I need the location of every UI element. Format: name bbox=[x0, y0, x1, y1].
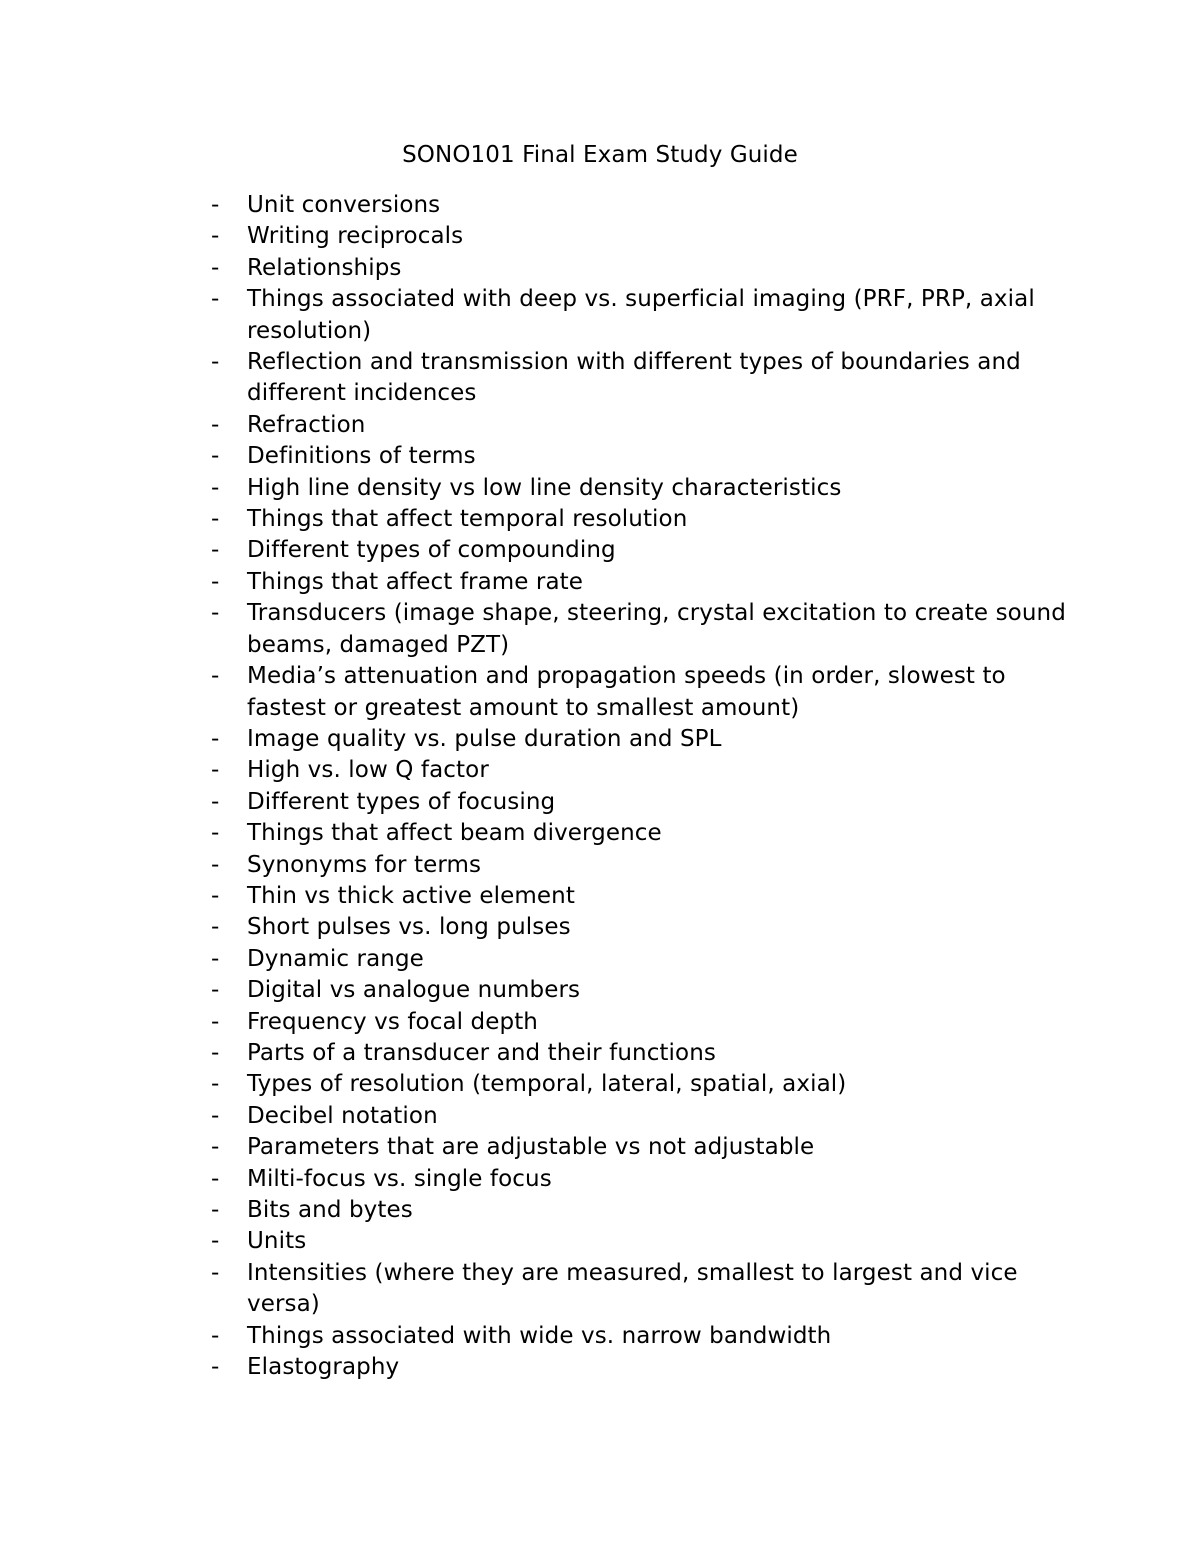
list-item-text: Types of resolution (temporal, lateral, spatial, axial) bbox=[247, 1071, 847, 1098]
bullet-dash: - bbox=[211, 506, 220, 533]
bullet-dash: - bbox=[211, 663, 220, 690]
list-item-text: Relationships bbox=[247, 254, 402, 281]
bullet-dash: - bbox=[211, 286, 220, 313]
bullet-dash: - bbox=[211, 1165, 220, 1192]
list-item-text: Writing reciprocals bbox=[247, 223, 464, 250]
list-item-text: Elastography bbox=[247, 1354, 400, 1381]
bullet-dash: - bbox=[211, 757, 220, 784]
bullet-dash: - bbox=[211, 537, 220, 564]
list-item bbox=[0, 850, 1067, 881]
list-item bbox=[0, 410, 1067, 441]
bullet-dash: - bbox=[211, 725, 220, 752]
list-item-text: Parts of a transducer and their functions bbox=[247, 1039, 716, 1066]
list-item-text: Parameters that are adjustable vs not adjustable bbox=[247, 1134, 815, 1161]
list-item-text: Image quality vs. pulse duration and SPL bbox=[247, 725, 722, 752]
list-item bbox=[0, 1132, 1067, 1163]
list-item bbox=[0, 818, 1067, 849]
list-item bbox=[0, 1258, 1067, 1321]
list-item-text: Intensities (where they are measured, smallest to largest and vice versa) bbox=[247, 1259, 1018, 1318]
bullet-dash: - bbox=[211, 192, 220, 218]
bullet-dash: - bbox=[211, 1322, 220, 1349]
bullet-dash: - bbox=[211, 851, 220, 878]
list-item-text: Different types of compounding bbox=[247, 537, 616, 564]
list-item-text: Synonyms for terms bbox=[247, 851, 482, 878]
list-item bbox=[0, 1007, 1067, 1038]
list-item-text: Reflection and transmission with different types of boundaries and different incidences bbox=[247, 349, 1021, 407]
list-item bbox=[0, 944, 1067, 975]
bullet-dash: - bbox=[211, 223, 220, 250]
bullet-dash: - bbox=[211, 977, 220, 1004]
list-item-text: Media’s attenuation and propagation speeds (in order, slowest to fastest or greatest amount to smallest amount) bbox=[247, 663, 1006, 721]
list-item-text: Definitions of terms bbox=[247, 443, 476, 470]
list-item bbox=[0, 912, 1067, 943]
bullet-dash: - bbox=[211, 411, 220, 438]
list-item-text: Decibel notation bbox=[247, 1102, 438, 1129]
list-item bbox=[0, 598, 1067, 661]
list-item bbox=[0, 661, 1067, 724]
bullet-dash: - bbox=[211, 349, 220, 376]
list-item bbox=[0, 1101, 1067, 1132]
list-item-text: Digital vs analogue numbers bbox=[247, 977, 581, 1004]
list-item bbox=[0, 787, 1067, 818]
list-item bbox=[0, 975, 1067, 1006]
list-item bbox=[0, 535, 1067, 566]
list-item-text: Different types of focusing bbox=[247, 788, 556, 815]
list-item bbox=[0, 567, 1067, 598]
study-topics-list bbox=[0, 190, 1200, 1383]
page-title: SONO101 Final Exam Study Guide bbox=[402, 142, 798, 168]
list-item bbox=[0, 473, 1067, 504]
list-item-text: Milti-focus vs. single focus bbox=[247, 1165, 552, 1192]
list-item bbox=[0, 881, 1067, 912]
list-item bbox=[0, 1195, 1067, 1226]
bullet-dash: - bbox=[211, 254, 220, 281]
list-item-text: Things that affect temporal resolution bbox=[247, 506, 688, 533]
list-item bbox=[0, 1038, 1067, 1069]
bullet-dash: - bbox=[211, 1134, 220, 1161]
list-item bbox=[0, 755, 1067, 786]
bullet-dash: - bbox=[211, 1008, 220, 1035]
bullet-dash: - bbox=[211, 914, 220, 941]
list-item bbox=[0, 1226, 1067, 1257]
list-item-text: Bits and bytes bbox=[247, 1197, 413, 1223]
bullet-dash: - bbox=[211, 1228, 220, 1255]
list-item bbox=[0, 504, 1067, 535]
list-item bbox=[0, 253, 1067, 284]
list-item-text: Things associated with wide vs. narrow bandwidth bbox=[247, 1322, 832, 1349]
list-item bbox=[0, 1321, 1067, 1352]
bullet-dash: - bbox=[211, 474, 220, 501]
bullet-dash: - bbox=[211, 1071, 220, 1098]
list-item bbox=[0, 347, 1067, 410]
list-item-text: High vs. low Q factor bbox=[247, 757, 489, 784]
bullet-dash: - bbox=[211, 1102, 220, 1129]
list-item-text: Thin vs thick active element bbox=[247, 882, 575, 909]
bullet-dash: - bbox=[211, 945, 220, 972]
bullet-dash: - bbox=[211, 820, 220, 847]
list-item-text: High line density vs low line density characteristics bbox=[247, 474, 842, 501]
list-item-text: Things that affect beam divergence bbox=[247, 820, 662, 847]
list-item-text: Transducers (image shape, steering, crystal excitation to create sound beams, damaged PZT) bbox=[247, 600, 1066, 658]
list-item-text: Things associated with deep vs. superficial imaging (PRF, PRP, axial resolution) bbox=[247, 286, 1035, 344]
list-item bbox=[0, 724, 1067, 755]
list-item bbox=[0, 1069, 1067, 1100]
list-item-text: Unit conversions bbox=[247, 192, 441, 218]
bullet-dash: - bbox=[211, 1039, 220, 1066]
bullet-dash: - bbox=[211, 443, 220, 470]
list-item-text: Dynamic range bbox=[247, 945, 424, 972]
list-item bbox=[0, 1164, 1067, 1195]
bullet-dash: - bbox=[211, 882, 220, 909]
bullet-dash: - bbox=[211, 1197, 220, 1223]
bullet-dash: - bbox=[211, 1259, 220, 1286]
list-item-text: Short pulses vs. long pulses bbox=[247, 914, 571, 941]
list-item bbox=[0, 441, 1067, 472]
list-item-text: Things that affect frame rate bbox=[247, 568, 584, 595]
bullet-dash: - bbox=[211, 568, 220, 595]
bullet-dash: - bbox=[211, 1354, 220, 1381]
bullet-dash: - bbox=[211, 788, 220, 815]
list-item-text: Frequency vs focal depth bbox=[247, 1008, 538, 1035]
list-item bbox=[0, 1352, 1067, 1383]
list-item bbox=[0, 190, 1067, 221]
list-item bbox=[0, 221, 1067, 252]
bullet-dash: - bbox=[211, 600, 220, 627]
list-item-text: Refraction bbox=[247, 411, 366, 438]
list-item-text: Units bbox=[247, 1228, 307, 1255]
list-item bbox=[0, 284, 1067, 347]
